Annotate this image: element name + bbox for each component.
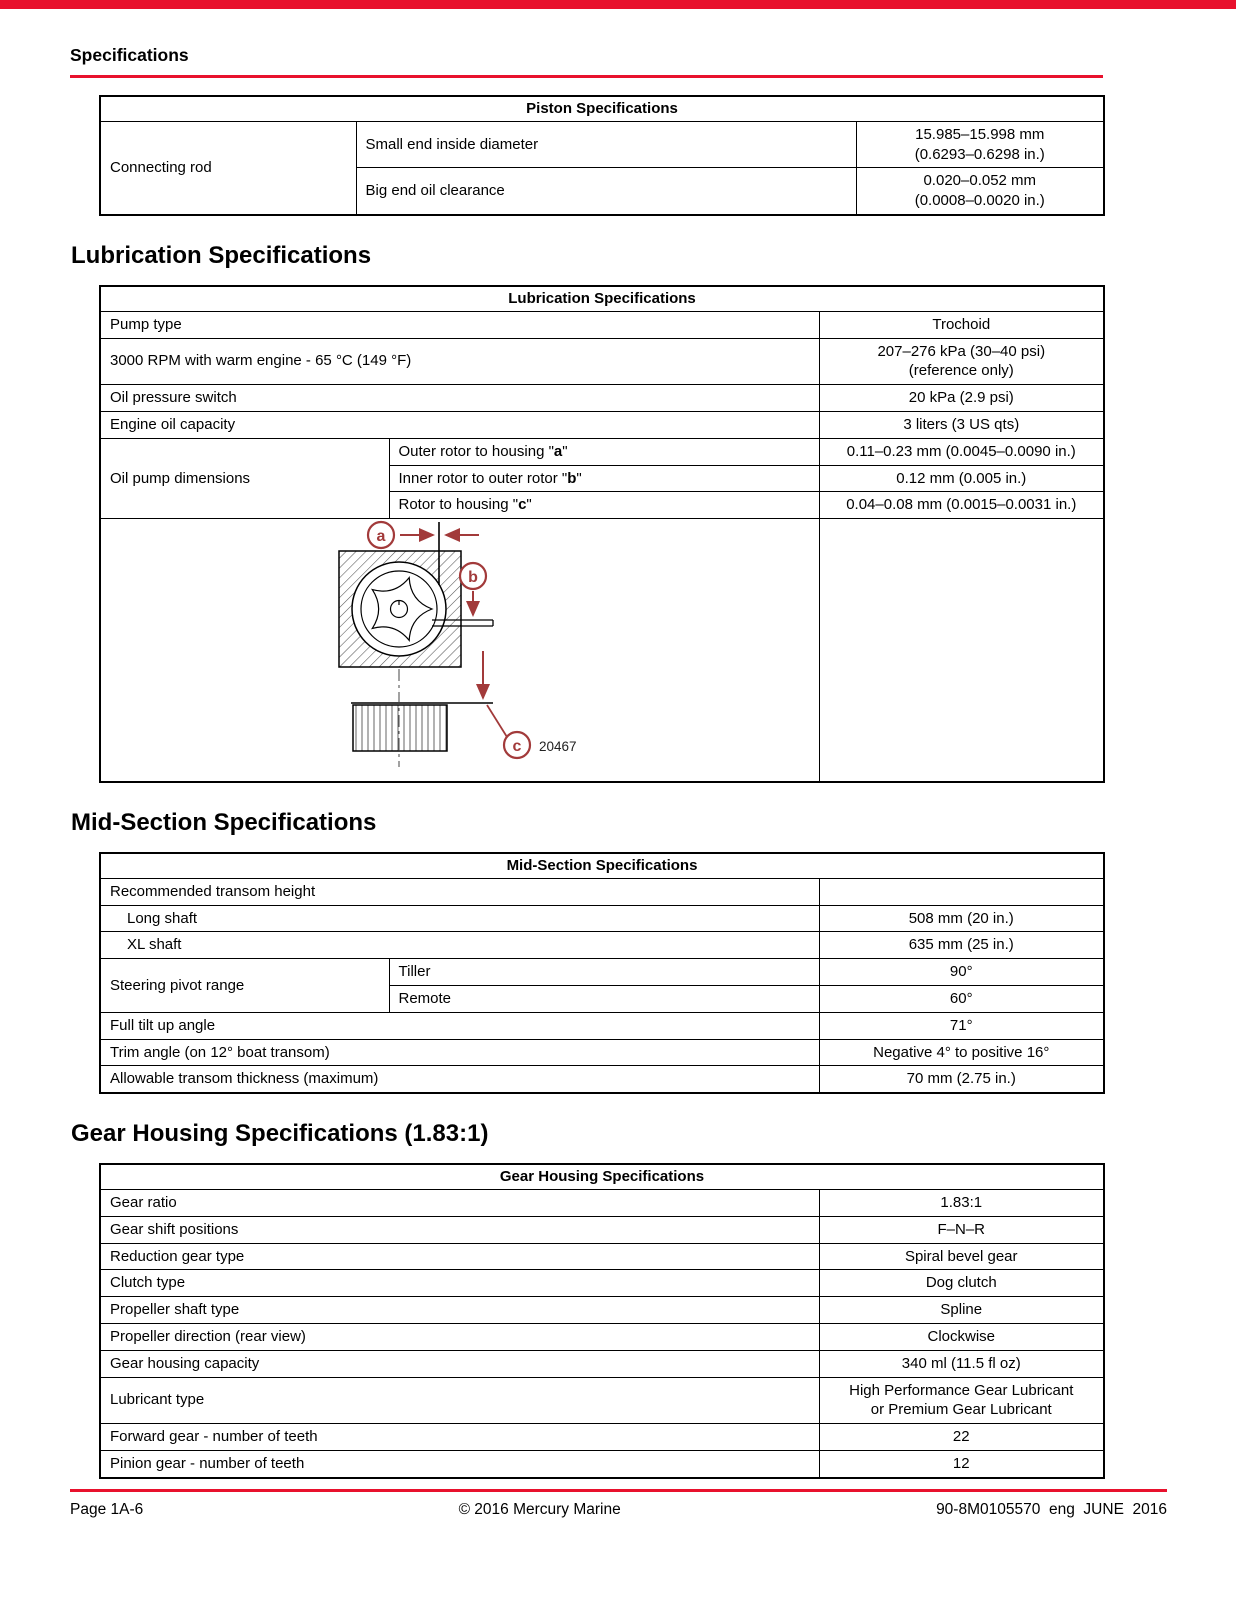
spec-value: 20 kPa (2.9 psi) bbox=[819, 385, 1104, 412]
spec-label: Reduction gear type bbox=[100, 1243, 819, 1270]
table-title: Gear Housing Specifications bbox=[100, 1164, 1104, 1189]
table-row bbox=[100, 438, 1104, 465]
spec-value: F–N–R bbox=[819, 1216, 1104, 1243]
midsection-section-heading: Mid-Section Specifications bbox=[71, 808, 377, 836]
table-title-row bbox=[100, 286, 1104, 311]
spec-label: Lubricant type bbox=[100, 1377, 819, 1424]
table-row bbox=[100, 1270, 1104, 1297]
lower-shaft-section bbox=[353, 705, 447, 751]
table-row bbox=[100, 1066, 1104, 1093]
spec-label: Pinion gear - number of teeth bbox=[100, 1450, 819, 1477]
spec-value: 60° bbox=[819, 985, 1104, 1012]
spec-label: Gear shift positions bbox=[100, 1216, 819, 1243]
spec-value bbox=[856, 121, 1104, 168]
page-content bbox=[0, 45, 1236, 1479]
oil-pump-diagram-cell bbox=[100, 519, 819, 782]
spec-value: 1.83:1 bbox=[819, 1189, 1104, 1216]
spec-value: Negative 4° to positive 16° bbox=[819, 1039, 1104, 1066]
spec-value: 12 bbox=[819, 1450, 1104, 1477]
spec-value-line: (0.0008–0.0020 in.) bbox=[914, 192, 1045, 210]
table-row bbox=[100, 1039, 1104, 1066]
lubrication-spec-table bbox=[99, 285, 1105, 783]
table-title: Lubrication Specifications bbox=[100, 286, 1104, 311]
table-row bbox=[100, 932, 1104, 959]
callout-a-label: a bbox=[376, 528, 386, 546]
spec-label: XL shaft bbox=[100, 932, 819, 959]
dimension-letter: b bbox=[567, 469, 577, 487]
spec-value: 340 ml (11.5 fl oz) bbox=[819, 1350, 1104, 1377]
spec-value: 0.04–0.08 mm (0.0015–0.0031 in.) bbox=[819, 492, 1104, 519]
spec-label: Pump type bbox=[100, 311, 819, 338]
spec-value-line: (reference only) bbox=[908, 362, 1014, 380]
table-row bbox=[100, 1297, 1104, 1324]
spec-value: Clockwise bbox=[819, 1323, 1104, 1350]
spec-sublabel: Outer rotor to housing "a" bbox=[389, 438, 819, 465]
spec-label: Forward gear - number of teeth bbox=[100, 1424, 819, 1451]
dimension-letter: c bbox=[518, 496, 527, 514]
spec-value-line: or Premium Gear Lubricant bbox=[870, 1401, 1052, 1419]
spec-group-label: Oil pump dimensions bbox=[100, 438, 389, 518]
table-title: Mid-Section Specifications bbox=[100, 853, 1104, 878]
spec-group-label: Steering pivot range bbox=[100, 959, 389, 1013]
oil-pump-dimension-diagram bbox=[101, 519, 817, 775]
table-title-row bbox=[100, 96, 1104, 121]
spec-label: Full tilt up angle bbox=[100, 1012, 819, 1039]
spec-label: Long shaft bbox=[100, 905, 819, 932]
spec-label: Propeller shaft type bbox=[100, 1297, 819, 1324]
spec-sublabel: Tiller bbox=[389, 959, 819, 986]
spec-sublabel: Remote bbox=[389, 985, 819, 1012]
spec-label: Trim angle (on 12° boat transom) bbox=[100, 1039, 819, 1066]
footer-document-number: 90-8M0105570 eng JUNE 2016 bbox=[936, 1501, 1167, 1518]
table-row bbox=[100, 959, 1104, 986]
spec-value bbox=[819, 1377, 1104, 1424]
page-title: Specifications bbox=[70, 45, 189, 65]
spec-value bbox=[856, 168, 1104, 215]
table-row bbox=[100, 1189, 1104, 1216]
callout-b-label: b bbox=[468, 569, 478, 587]
table-row bbox=[100, 905, 1104, 932]
spec-value-empty bbox=[819, 519, 1104, 782]
spec-value: Spiral bevel gear bbox=[819, 1243, 1104, 1270]
table-title-row bbox=[100, 853, 1104, 878]
table-row bbox=[100, 311, 1104, 338]
piston-spec-table bbox=[99, 95, 1105, 216]
table-row bbox=[100, 1377, 1104, 1424]
spec-value-line: (0.6293–0.6298 in.) bbox=[914, 145, 1045, 163]
table-title: Piston Specifications bbox=[100, 96, 1104, 121]
spec-group-label: Connecting rod bbox=[100, 121, 356, 215]
spec-value: 71° bbox=[819, 1012, 1104, 1039]
table-row bbox=[100, 1323, 1104, 1350]
gearhousing-spec-table bbox=[99, 1163, 1105, 1479]
table-row bbox=[100, 121, 1104, 168]
callout-c-label: c bbox=[512, 738, 522, 756]
page-header bbox=[70, 45, 1103, 78]
spec-label: Gear housing capacity bbox=[100, 1350, 819, 1377]
spec-label: Clutch type bbox=[100, 1270, 819, 1297]
spec-value: 3 liters (3 US qts) bbox=[819, 411, 1104, 438]
spec-value: Trochoid bbox=[819, 311, 1104, 338]
spec-value: 508 mm (20 in.) bbox=[819, 905, 1104, 932]
table-row bbox=[100, 338, 1104, 385]
table-row bbox=[100, 1012, 1104, 1039]
spec-sublabel: Inner rotor to outer rotor "b" bbox=[389, 465, 819, 492]
table-row bbox=[100, 1450, 1104, 1477]
spec-label: Small end inside diameter bbox=[356, 121, 856, 168]
spec-label: Recommended transom height bbox=[100, 878, 819, 905]
spec-value-line: 207–276 kPa (30–40 psi) bbox=[877, 342, 1046, 360]
spec-value: Spline bbox=[819, 1297, 1104, 1324]
page-footer bbox=[70, 1489, 1167, 1519]
midsection-spec-table bbox=[99, 852, 1105, 1094]
spec-label: Oil pressure switch bbox=[100, 385, 819, 412]
spec-value: 70 mm (2.75 in.) bbox=[819, 1066, 1104, 1093]
page-top-red-bar bbox=[0, 0, 1236, 9]
spec-label: Big end oil clearance bbox=[356, 168, 856, 215]
figure-number: 20467 bbox=[539, 739, 577, 755]
table-row bbox=[100, 1216, 1104, 1243]
spec-value-line: 0.020–0.052 mm bbox=[923, 172, 1037, 190]
spec-label: Gear ratio bbox=[100, 1189, 819, 1216]
spec-value: 22 bbox=[819, 1424, 1104, 1451]
footer-copyright: © 2016 Mercury Marine bbox=[458, 1501, 621, 1518]
lubrication-section-heading: Lubrication Specifications bbox=[71, 241, 372, 269]
dimension-letter: a bbox=[553, 442, 563, 460]
spec-value: 0.12 mm (0.005 in.) bbox=[819, 465, 1104, 492]
gearhousing-section-heading: Gear Housing Specifications (1.83:1) bbox=[71, 1120, 489, 1148]
table-title-row bbox=[100, 1164, 1104, 1189]
spec-label: Engine oil capacity bbox=[100, 411, 819, 438]
spec-value bbox=[819, 338, 1104, 385]
table-row bbox=[100, 1350, 1104, 1377]
table-row bbox=[100, 1424, 1104, 1451]
table-row bbox=[100, 385, 1104, 412]
spec-label: Allowable transom thickness (maximum) bbox=[100, 1066, 819, 1093]
spec-label: 3000 RPM with warm engine - 65 °C (149 °F) bbox=[100, 338, 819, 385]
spec-value-line: High Performance Gear Lubricant bbox=[849, 1381, 1074, 1399]
spec-value-empty bbox=[819, 878, 1104, 905]
spec-value-line: 15.985–15.998 mm bbox=[915, 125, 1045, 143]
footer-page-number: Page 1A-6 bbox=[70, 1501, 144, 1518]
spec-label: Propeller direction (rear view) bbox=[100, 1323, 819, 1350]
table-row bbox=[100, 878, 1104, 905]
diagram-row bbox=[100, 519, 1104, 782]
table-row bbox=[100, 411, 1104, 438]
spec-value: 90° bbox=[819, 959, 1104, 986]
table-row bbox=[100, 1243, 1104, 1270]
spec-value: 635 mm (25 in.) bbox=[819, 932, 1104, 959]
spec-value: Dog clutch bbox=[819, 1270, 1104, 1297]
spec-sublabel: Rotor to housing "c" bbox=[389, 492, 819, 519]
spec-value: 0.11–0.23 mm (0.0045–0.0090 in.) bbox=[819, 438, 1104, 465]
